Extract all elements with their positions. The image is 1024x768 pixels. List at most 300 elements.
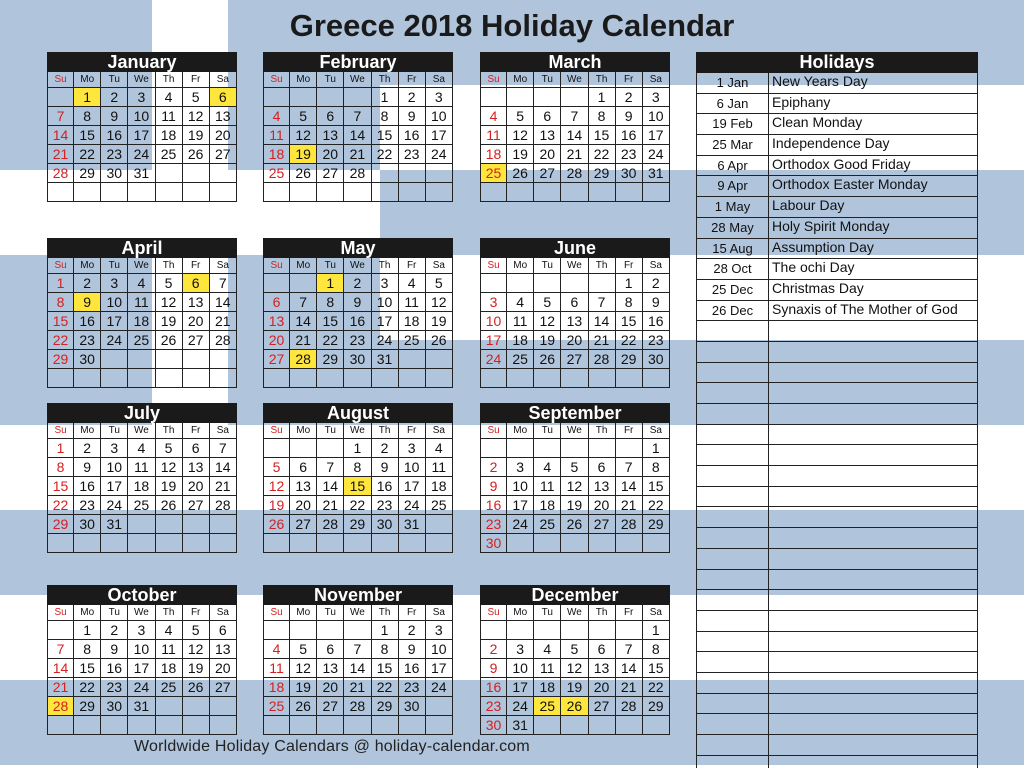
day-cell: 5 <box>534 293 561 312</box>
weekday-header-row <box>47 258 237 274</box>
day-cell: 4 <box>156 621 183 640</box>
day-cell: 20 <box>534 145 561 164</box>
empty-holiday-row <box>696 590 978 611</box>
day-cell: 13 <box>589 659 616 678</box>
day-cell: 25 <box>156 145 183 164</box>
weekday-label: We <box>344 258 371 274</box>
week-row <box>480 716 670 735</box>
empty-day-cell <box>317 439 344 458</box>
day-cell: 21 <box>290 331 317 350</box>
day-cell: 20 <box>317 145 344 164</box>
day-cell: 30 <box>399 697 426 716</box>
day-cell: 17 <box>426 126 453 145</box>
day-cell: 22 <box>317 331 344 350</box>
day-cell: 3 <box>426 621 453 640</box>
day-cell: 7 <box>616 640 643 659</box>
day-cell: 8 <box>74 107 101 126</box>
holiday-name: New Years Day <box>769 73 978 94</box>
day-cell: 17 <box>128 659 155 678</box>
day-cell: 16 <box>616 126 643 145</box>
day-cell: 30 <box>480 716 507 735</box>
empty-day-cell <box>290 716 317 735</box>
week-row <box>263 164 453 183</box>
day-cell: 21 <box>616 496 643 515</box>
week-row <box>480 439 670 458</box>
weekday-label: Tu <box>101 423 128 439</box>
day-cell: 27 <box>290 515 317 534</box>
day-cell: 2 <box>480 458 507 477</box>
day-cell: 2 <box>399 621 426 640</box>
day-cell: 10 <box>507 477 534 496</box>
empty-day-cell <box>210 183 237 202</box>
empty-day-cell <box>616 621 643 640</box>
day-cell: 21 <box>616 678 643 697</box>
day-cell: 28 <box>317 515 344 534</box>
empty-holiday-row <box>696 466 978 487</box>
day-cell: 25 <box>534 697 561 716</box>
empty-day-cell <box>156 183 183 202</box>
weekday-header-row <box>47 72 237 88</box>
holiday-name: Orthodox Good Friday <box>769 156 978 177</box>
day-cell: 11 <box>128 293 155 312</box>
day-cell: 14 <box>589 312 616 331</box>
day-cell: 3 <box>480 293 507 312</box>
day-cell: 19 <box>561 678 588 697</box>
day-cell: 31 <box>128 697 155 716</box>
holiday-date: 6 Apr <box>696 156 769 177</box>
day-cell: 2 <box>101 88 128 107</box>
weekday-label: Sa <box>643 72 670 88</box>
empty-day-cell <box>290 621 317 640</box>
empty-day-cell <box>183 350 210 369</box>
day-cell: 25 <box>128 331 155 350</box>
weekday-label: Sa <box>210 72 237 88</box>
weekday-label: Mo <box>507 423 534 439</box>
empty-day-cell <box>426 369 453 388</box>
day-cell: 2 <box>399 88 426 107</box>
weekday-label: Sa <box>643 423 670 439</box>
empty-holiday-row <box>696 507 978 528</box>
day-cell: 24 <box>426 145 453 164</box>
empty-day-cell <box>643 183 670 202</box>
day-cell: 26 <box>183 678 210 697</box>
empty-holiday-row <box>696 611 978 632</box>
day-cell: 27 <box>210 678 237 697</box>
day-cell: 2 <box>344 274 371 293</box>
day-cell: 6 <box>534 107 561 126</box>
day-cell: 30 <box>372 515 399 534</box>
day-cell: 15 <box>643 477 670 496</box>
month-name: October <box>47 585 237 605</box>
day-cell: 2 <box>616 88 643 107</box>
day-cell: 20 <box>290 496 317 515</box>
weekday-header-row <box>263 423 453 439</box>
day-cell: 6 <box>561 293 588 312</box>
weekday-label: Th <box>589 258 616 274</box>
empty-day-cell <box>317 183 344 202</box>
day-cell: 10 <box>128 640 155 659</box>
empty-day-cell <box>183 515 210 534</box>
empty-day-cell <box>183 534 210 553</box>
weekday-header-row <box>263 605 453 621</box>
week-row <box>263 621 453 640</box>
day-cell: 24 <box>128 678 155 697</box>
week-row <box>263 312 453 331</box>
day-cell: 7 <box>561 107 588 126</box>
day-cell: 10 <box>643 107 670 126</box>
empty-day-cell <box>156 697 183 716</box>
empty-holiday-row <box>696 570 978 591</box>
weekday-label: Th <box>589 72 616 88</box>
day-cell: 21 <box>210 477 237 496</box>
day-cell: 5 <box>183 88 210 107</box>
day-cell: 1 <box>47 274 74 293</box>
day-cell: 22 <box>47 331 74 350</box>
month-march <box>480 52 670 202</box>
empty-day-cell <box>507 621 534 640</box>
holiday-date: 6 Jan <box>696 94 769 115</box>
empty-holiday-row <box>696 652 978 673</box>
day-cell: 21 <box>561 145 588 164</box>
weekday-label: Su <box>47 72 74 88</box>
empty-day-cell <box>74 369 101 388</box>
month-january <box>47 52 237 202</box>
day-cell: 1 <box>317 274 344 293</box>
week-row <box>47 697 237 716</box>
day-cell: 18 <box>426 477 453 496</box>
empty-day-cell <box>561 534 588 553</box>
week-row <box>47 640 237 659</box>
day-cell: 15 <box>372 126 399 145</box>
day-cell: 18 <box>263 678 290 697</box>
day-cell: 12 <box>426 293 453 312</box>
empty-day-cell <box>507 274 534 293</box>
empty-day-cell <box>290 183 317 202</box>
day-cell: 12 <box>183 107 210 126</box>
weekday-label: Mo <box>507 72 534 88</box>
empty-day-cell <box>561 88 588 107</box>
day-cell: 2 <box>101 621 128 640</box>
empty-day-cell <box>534 716 561 735</box>
weekday-label: Su <box>480 72 507 88</box>
day-cell: 17 <box>507 678 534 697</box>
day-cell: 10 <box>101 458 128 477</box>
week-row <box>480 88 670 107</box>
day-cell: 31 <box>507 716 534 735</box>
empty-holiday-row <box>696 425 978 446</box>
day-cell: 4 <box>263 107 290 126</box>
day-cell: 7 <box>47 107 74 126</box>
day-cell: 24 <box>128 145 155 164</box>
holiday-row <box>696 259 978 280</box>
weekday-label: Tu <box>534 423 561 439</box>
day-cell: 23 <box>101 145 128 164</box>
day-cell: 13 <box>561 312 588 331</box>
day-cell: 21 <box>210 312 237 331</box>
day-cell: 16 <box>643 312 670 331</box>
day-cell: 29 <box>616 350 643 369</box>
empty-day-cell <box>128 515 155 534</box>
day-cell: 10 <box>507 659 534 678</box>
empty-day-cell <box>426 164 453 183</box>
day-cell: 27 <box>210 145 237 164</box>
day-cell: 30 <box>101 164 128 183</box>
empty-day-cell <box>616 716 643 735</box>
day-cell: 25 <box>507 350 534 369</box>
month-name: February <box>263 52 453 72</box>
month-name: March <box>480 52 670 72</box>
empty-day-cell <box>426 183 453 202</box>
empty-day-cell <box>507 534 534 553</box>
week-row <box>47 621 237 640</box>
weekday-label: We <box>561 72 588 88</box>
empty-day-cell <box>561 716 588 735</box>
holiday-row <box>696 218 978 239</box>
empty-day-cell <box>47 621 74 640</box>
week-row <box>47 312 237 331</box>
day-cell: 24 <box>101 331 128 350</box>
weekday-label: Mo <box>74 605 101 621</box>
day-cell: 21 <box>344 678 371 697</box>
day-cell: 6 <box>589 640 616 659</box>
empty-day-cell <box>480 88 507 107</box>
weekday-label: We <box>344 605 371 621</box>
weekday-label: Sa <box>426 72 453 88</box>
empty-day-cell <box>372 369 399 388</box>
week-row <box>263 659 453 678</box>
day-cell: 24 <box>101 496 128 515</box>
empty-day-cell <box>210 697 237 716</box>
day-cell: 2 <box>643 274 670 293</box>
day-cell: 1 <box>372 88 399 107</box>
holiday-date: 1 Jan <box>696 73 769 94</box>
week-row <box>480 369 670 388</box>
month-june <box>480 238 670 388</box>
empty-day-cell <box>128 534 155 553</box>
day-cell: 20 <box>210 126 237 145</box>
day-cell: 28 <box>344 164 371 183</box>
day-cell: 5 <box>290 640 317 659</box>
footer-credit: Worldwide Holiday Calendars @ holiday-calendar.com <box>134 738 530 755</box>
week-row <box>47 164 237 183</box>
day-cell: 4 <box>507 293 534 312</box>
day-cell: 9 <box>480 477 507 496</box>
empty-day-cell <box>561 439 588 458</box>
day-cell: 11 <box>263 659 290 678</box>
day-cell: 12 <box>156 293 183 312</box>
day-cell: 12 <box>290 126 317 145</box>
empty-day-cell <box>643 369 670 388</box>
empty-day-cell <box>561 274 588 293</box>
month-name: July <box>47 403 237 423</box>
empty-day-cell <box>263 621 290 640</box>
weekday-header-row <box>263 72 453 88</box>
weekday-label: Su <box>263 605 290 621</box>
holiday-name: Epiphany <box>769 94 978 115</box>
day-cell: 5 <box>156 439 183 458</box>
day-cell: 3 <box>643 88 670 107</box>
week-row <box>480 312 670 331</box>
empty-holiday-row <box>696 487 978 508</box>
month-name: November <box>263 585 453 605</box>
day-cell: 4 <box>480 107 507 126</box>
day-cell: 1 <box>616 274 643 293</box>
weekday-label: Mo <box>290 72 317 88</box>
day-cell: 15 <box>643 659 670 678</box>
week-row <box>47 534 237 553</box>
weekday-label: Tu <box>534 605 561 621</box>
weekday-label: Tu <box>101 72 128 88</box>
empty-day-cell <box>47 183 74 202</box>
holiday-name: Holy Spirit Monday <box>769 218 978 239</box>
day-cell: 25 <box>426 496 453 515</box>
holiday-row <box>696 135 978 156</box>
holiday-row <box>696 197 978 218</box>
empty-day-cell <box>534 88 561 107</box>
day-cell: 19 <box>156 477 183 496</box>
empty-day-cell <box>399 183 426 202</box>
weekday-label: Tu <box>317 605 344 621</box>
empty-day-cell <box>616 439 643 458</box>
day-cell: 12 <box>561 477 588 496</box>
day-cell: 6 <box>210 88 237 107</box>
day-cell: 14 <box>616 477 643 496</box>
day-cell: 8 <box>643 640 670 659</box>
weekday-header-row <box>47 423 237 439</box>
weekday-label: We <box>344 423 371 439</box>
page-title: Greece 2018 Holiday Calendar <box>289 8 735 43</box>
week-row <box>263 350 453 369</box>
day-cell: 10 <box>399 458 426 477</box>
day-cell: 23 <box>399 678 426 697</box>
week-row <box>480 515 670 534</box>
day-cell: 18 <box>399 312 426 331</box>
empty-day-cell <box>263 369 290 388</box>
day-cell: 23 <box>74 496 101 515</box>
empty-day-cell <box>290 534 317 553</box>
day-cell: 9 <box>74 293 101 312</box>
day-cell: 26 <box>263 515 290 534</box>
empty-day-cell <box>128 350 155 369</box>
weekday-header-row <box>480 258 670 274</box>
day-cell: 14 <box>344 659 371 678</box>
weekday-label: Su <box>47 258 74 274</box>
day-cell: 10 <box>101 293 128 312</box>
weekday-label: Mo <box>74 258 101 274</box>
day-cell: 17 <box>480 331 507 350</box>
day-cell: 27 <box>534 164 561 183</box>
day-cell: 6 <box>210 621 237 640</box>
weekday-label: Fr <box>399 258 426 274</box>
empty-day-cell <box>210 164 237 183</box>
empty-holiday-row <box>696 342 978 363</box>
day-cell: 8 <box>643 458 670 477</box>
day-cell: 30 <box>643 350 670 369</box>
weekday-label: Sa <box>210 605 237 621</box>
day-cell: 19 <box>534 331 561 350</box>
day-cell: 19 <box>561 496 588 515</box>
day-cell: 17 <box>426 659 453 678</box>
day-cell: 29 <box>47 515 74 534</box>
empty-day-cell <box>480 183 507 202</box>
empty-day-cell <box>426 716 453 735</box>
weekday-label: Tu <box>101 605 128 621</box>
week-row <box>263 534 453 553</box>
empty-day-cell <box>74 534 101 553</box>
empty-day-cell <box>589 621 616 640</box>
empty-day-cell <box>344 88 371 107</box>
weekday-label: Mo <box>74 72 101 88</box>
day-cell: 11 <box>426 458 453 477</box>
week-row <box>47 515 237 534</box>
day-cell: 14 <box>210 293 237 312</box>
day-cell: 13 <box>210 107 237 126</box>
day-cell: 6 <box>317 107 344 126</box>
day-cell: 16 <box>399 659 426 678</box>
weekday-label: Fr <box>183 423 210 439</box>
month-december <box>480 585 670 735</box>
week-row <box>263 458 453 477</box>
week-row <box>480 496 670 515</box>
empty-day-cell <box>426 697 453 716</box>
empty-day-cell <box>480 274 507 293</box>
month-name: August <box>263 403 453 423</box>
day-cell: 9 <box>480 659 507 678</box>
day-cell: 26 <box>156 496 183 515</box>
weekday-header-row <box>263 258 453 274</box>
holiday-name: Assumption Day <box>769 239 978 260</box>
day-cell: 22 <box>616 331 643 350</box>
day-cell: 19 <box>507 145 534 164</box>
day-cell: 5 <box>561 640 588 659</box>
day-cell: 15 <box>344 477 371 496</box>
weekday-label: Sa <box>643 605 670 621</box>
day-cell: 6 <box>290 458 317 477</box>
weekday-label: We <box>128 423 155 439</box>
week-row <box>263 369 453 388</box>
day-cell: 3 <box>507 458 534 477</box>
day-cell: 28 <box>589 350 616 369</box>
day-cell: 4 <box>534 640 561 659</box>
day-cell: 20 <box>263 331 290 350</box>
empty-day-cell <box>263 439 290 458</box>
month-october <box>47 585 237 735</box>
empty-day-cell <box>480 369 507 388</box>
day-cell: 7 <box>210 439 237 458</box>
empty-holiday-row <box>696 673 978 694</box>
day-cell: 28 <box>616 515 643 534</box>
day-cell: 8 <box>74 640 101 659</box>
day-cell: 24 <box>372 331 399 350</box>
day-cell: 8 <box>589 107 616 126</box>
day-cell: 23 <box>399 145 426 164</box>
holiday-name: The ochi Day <box>769 259 978 280</box>
holiday-date: 28 Oct <box>696 259 769 280</box>
empty-day-cell <box>589 274 616 293</box>
day-cell: 4 <box>263 640 290 659</box>
day-cell: 8 <box>344 458 371 477</box>
day-cell: 26 <box>290 164 317 183</box>
empty-day-cell <box>616 183 643 202</box>
day-cell: 10 <box>426 640 453 659</box>
weekday-label: Su <box>480 605 507 621</box>
weekday-label: Fr <box>616 605 643 621</box>
day-cell: 28 <box>344 697 371 716</box>
day-cell: 15 <box>372 659 399 678</box>
day-cell: 2 <box>372 439 399 458</box>
month-february <box>263 52 453 202</box>
day-cell: 26 <box>561 515 588 534</box>
